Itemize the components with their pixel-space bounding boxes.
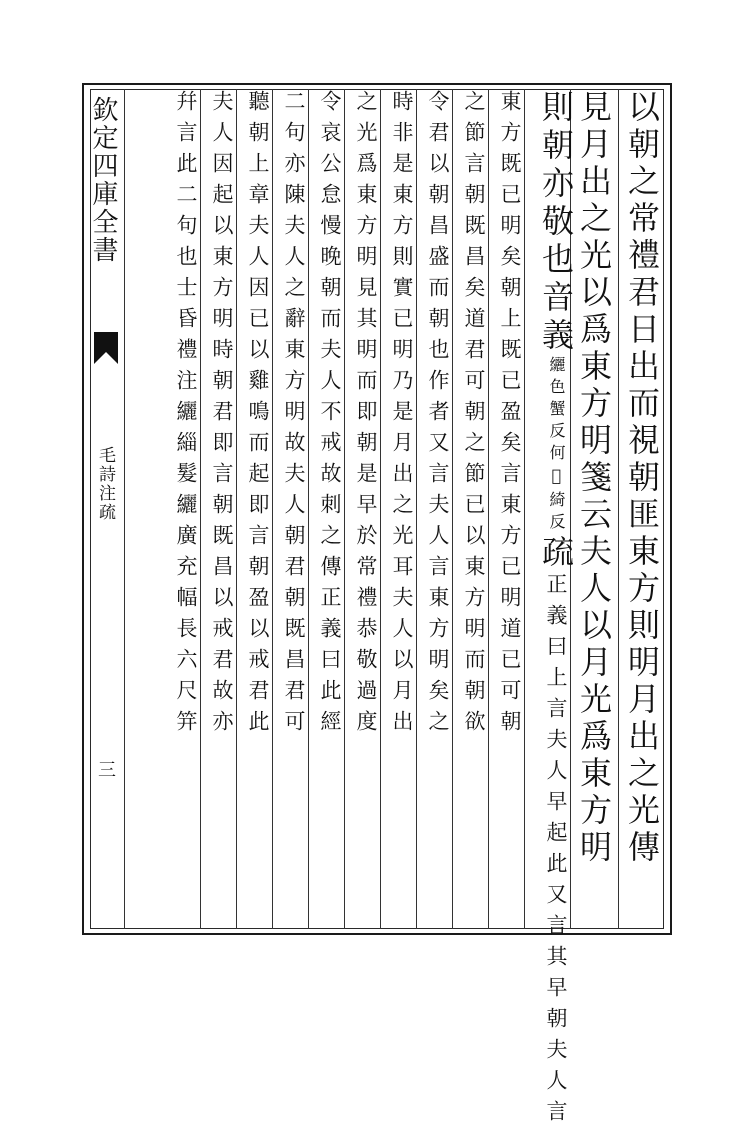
text-column <box>454 90 486 926</box>
margin-page-number: 三 <box>95 760 116 778</box>
text-segment: 之節言朝既昌矣道君可朝之節已以東方明而朝欲 <box>462 90 486 741</box>
text-column <box>238 90 270 926</box>
text-segment: 正義曰上言夫人早起此又言其早朝夫人言 <box>544 573 568 1131</box>
text-column <box>346 90 378 926</box>
text-segment: 之光爲東方明見其明而即朝是早於常禮恭敬過度 <box>354 90 378 741</box>
column-divider <box>416 89 417 929</box>
text-segment: 以朝之常禮君日出而視朝匪東方則明月出之光傳 <box>623 90 661 867</box>
text-column <box>310 90 342 926</box>
text-column <box>572 90 616 926</box>
column-divider <box>236 89 237 929</box>
text-column <box>620 90 664 926</box>
text-segment: 東方既已明矣朝上既已盈矣言東方已明道已可朝 <box>498 90 522 741</box>
text-segment: 令君以朝昌盛而朝也作者又言夫人言東方明矣之 <box>426 90 450 741</box>
text-column <box>202 90 234 926</box>
column-divider <box>308 89 309 929</box>
text-column <box>382 90 414 926</box>
text-column <box>490 90 522 926</box>
text-segment: 聽朝上章夫人因已以雞鳴而起即言朝盈以戒君此 <box>246 90 270 741</box>
margin-divider <box>124 89 125 929</box>
text-column <box>526 90 575 1131</box>
column-divider <box>344 89 345 929</box>
text-segment: 纚色蟹反何󱐬綺反 <box>547 356 566 535</box>
text-segment: 時非是東方則實已明乃是月出之光耳夫人以月出 <box>390 90 414 741</box>
fishtail-mark-icon <box>92 330 120 366</box>
text-segment: 令哀公怠慢晚朝而夫人不戒故刺之傳正義曰此經 <box>318 90 342 741</box>
column-divider <box>524 89 525 929</box>
text-segment: 見月出之光以爲東方明箋云夫人以月光爲東方明 <box>575 90 613 867</box>
margin-book-title: 毛詩注疏 <box>95 446 115 522</box>
column-divider <box>200 89 201 929</box>
text-segment: 夫人因起以東方明時朝君即言朝既昌以戒君故亦 <box>210 90 234 741</box>
column-divider <box>380 89 381 929</box>
text-segment: 幷言此二句也士昏禮注纚緇髮纚廣充幅長六尺笄 <box>174 90 198 741</box>
text-column <box>274 90 306 926</box>
margin-title: 欽定四庫全書 <box>88 96 118 264</box>
column-divider <box>272 89 273 929</box>
text-segment: 疏 <box>537 535 575 573</box>
column-divider <box>452 89 453 929</box>
text-segment: 二句亦陳夫人之辭東方明故夫人朝君朝既昌君可 <box>282 90 306 741</box>
column-divider <box>488 89 489 929</box>
text-segment: 則朝亦敬也音義 <box>537 90 575 356</box>
text-column <box>418 90 450 926</box>
column-divider <box>618 89 619 929</box>
text-column <box>166 90 198 926</box>
